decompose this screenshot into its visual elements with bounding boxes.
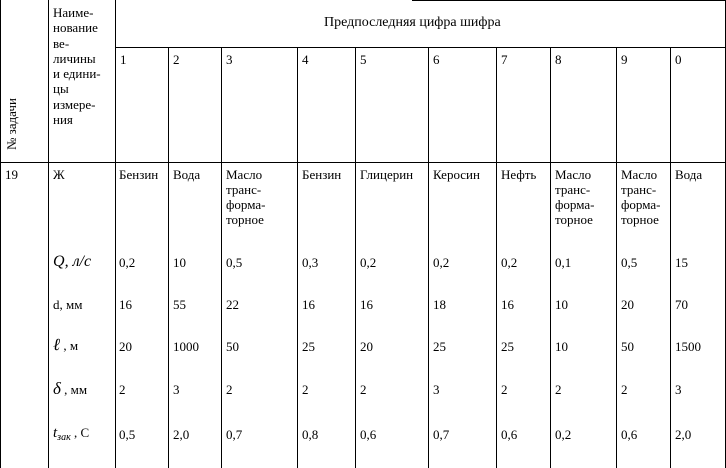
liquid-2: Вода bbox=[173, 167, 201, 182]
digit-header-0: 0 bbox=[675, 52, 682, 67]
diameter-3: 22 bbox=[226, 297, 239, 312]
flow-1: 0,2 bbox=[119, 255, 136, 270]
col-border-task bbox=[48, 0, 49, 468]
col-border-8 bbox=[616, 47, 617, 468]
diameter-0: 70 bbox=[675, 297, 688, 312]
liquid-4: Бензин bbox=[302, 167, 342, 182]
diameter-5: 16 bbox=[360, 297, 373, 312]
liquid-3: Масло транс- форма- торное bbox=[226, 167, 266, 227]
flow-5: 0,2 bbox=[360, 255, 377, 270]
col-border-name bbox=[115, 0, 116, 468]
roughness-3: 2 bbox=[226, 382, 233, 397]
closing-time-4: 0,8 bbox=[302, 427, 319, 442]
digit-header-7: 7 bbox=[501, 52, 508, 67]
flow-4: 0,3 bbox=[302, 255, 319, 270]
roughness-8: 2 bbox=[555, 382, 562, 397]
liquid-0: Вода bbox=[675, 167, 703, 182]
col-border-7 bbox=[550, 47, 551, 468]
row-label-liquid: Ж bbox=[53, 167, 65, 182]
digit-header-5: 5 bbox=[360, 52, 367, 67]
row-label-closing-time: $t_{зак}$ , С bbox=[53, 425, 90, 443]
header-bottom-border bbox=[0, 162, 726, 163]
closing-time-9: 0,6 bbox=[621, 427, 638, 442]
digit-header-4: 4 bbox=[302, 52, 309, 67]
roughness-4: 2 bbox=[302, 382, 309, 397]
closing-time-2: 2,0 bbox=[173, 427, 190, 442]
liquid-1: Бензин bbox=[119, 167, 159, 182]
cipher-digit-title: Предпоследняя цифра шифра bbox=[324, 15, 501, 30]
closing-time-1: 0,5 bbox=[119, 427, 136, 442]
length-6: 25 bbox=[433, 339, 446, 354]
roughness-1: 2 bbox=[119, 382, 126, 397]
digit-header-1: 1 bbox=[120, 52, 127, 67]
roughness-9: 2 bbox=[621, 382, 628, 397]
flow-3: 0,5 bbox=[226, 255, 243, 270]
col-border-2 bbox=[221, 47, 222, 468]
digit-header-8: 8 bbox=[555, 52, 562, 67]
col-border-6 bbox=[496, 47, 497, 468]
length-8: 10 bbox=[555, 339, 568, 354]
length-9: 50 bbox=[621, 339, 634, 354]
digit-header-6: 6 bbox=[433, 52, 440, 67]
flow-2: 10 bbox=[173, 255, 186, 270]
col-border-5 bbox=[428, 47, 429, 468]
roughness-0: 3 bbox=[675, 382, 682, 397]
length-3: 50 bbox=[226, 339, 239, 354]
liquid-5: Глицерин bbox=[360, 167, 414, 182]
col-border-left bbox=[0, 0, 1, 468]
roughness-6: 3 bbox=[433, 382, 440, 397]
task-number-header: № задачи bbox=[4, 98, 19, 150]
closing-time-8: 0,2 bbox=[555, 427, 572, 442]
closing-time-3: 0,7 bbox=[226, 427, 243, 442]
closing-time-0: 2,0 bbox=[675, 427, 692, 442]
flow-8: 0,1 bbox=[555, 255, 572, 270]
table-top-border bbox=[412, 0, 726, 1]
diameter-6: 18 bbox=[433, 297, 446, 312]
flow-9: 0,5 bbox=[621, 255, 638, 270]
roughness-2: 3 bbox=[173, 382, 180, 397]
row-label-length: ℓ , м bbox=[53, 335, 79, 354]
flow-0: 15 bbox=[675, 255, 688, 270]
diameter-9: 20 bbox=[621, 297, 634, 312]
roughness-5: 2 bbox=[360, 382, 367, 397]
length-4: 25 bbox=[302, 339, 315, 354]
task-number: 19 bbox=[5, 167, 18, 182]
row-label-roughness: δ , мм bbox=[53, 379, 88, 398]
col-border-9 bbox=[670, 47, 671, 468]
liquid-9: Масло транс- форма- торное bbox=[621, 167, 661, 227]
col-border-3 bbox=[297, 47, 298, 468]
roughness-7: 2 bbox=[501, 382, 508, 397]
closing-time-6: 0,7 bbox=[433, 427, 450, 442]
liquid-7: Нефть bbox=[501, 167, 537, 182]
flow-6: 0,2 bbox=[433, 255, 450, 270]
row-label-flow: Q, л/с bbox=[53, 253, 92, 270]
digit-header-9: 9 bbox=[621, 52, 628, 67]
col-border-1 bbox=[168, 47, 169, 468]
diameter-2: 55 bbox=[173, 297, 186, 312]
digit-header-2: 2 bbox=[173, 52, 180, 67]
digit-header-3: 3 bbox=[226, 52, 233, 67]
diameter-4: 16 bbox=[302, 297, 315, 312]
closing-time-7: 0,6 bbox=[501, 427, 518, 442]
quantity-name-header: Наиме- нование ве- личины и едини- цы измере- ния bbox=[53, 5, 101, 128]
length-7: 25 bbox=[501, 339, 514, 354]
length-0: 1500 bbox=[675, 339, 701, 354]
liquid-6: Керосин bbox=[433, 167, 480, 182]
diameter-8: 10 bbox=[555, 297, 568, 312]
row-label-diameter: d, мм bbox=[53, 297, 83, 312]
length-2: 1000 bbox=[173, 339, 199, 354]
diameter-7: 16 bbox=[501, 297, 514, 312]
diameter-1: 16 bbox=[119, 297, 132, 312]
liquid-8: Масло транс- форма- торное bbox=[555, 167, 595, 227]
col-border-4 bbox=[355, 47, 356, 468]
length-1: 20 bbox=[119, 339, 132, 354]
length-5: 20 bbox=[360, 339, 373, 354]
digits-row-top-border bbox=[115, 47, 726, 48]
closing-time-5: 0,6 bbox=[360, 427, 377, 442]
flow-7: 0,2 bbox=[501, 255, 518, 270]
